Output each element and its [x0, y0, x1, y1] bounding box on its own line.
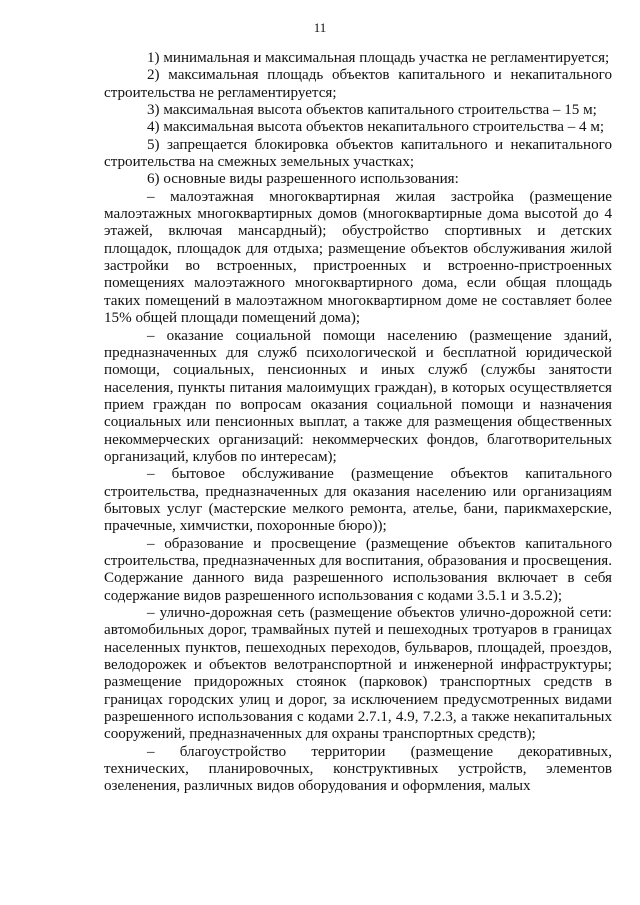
- paragraph-street-road-network: – улично-дорожная сеть (размещение объектов улично-дорожной сети: автомобильных дорог, трамвайных путей и пешеходных тротуаров в границах населенных пунктов, пешеходных переходов, бульваров, площадей, проездов, велодорожек и объектов велотранспортной и инженерной инфраструктуры; размещение придорожных стоянок (парковок) транспортных средств в границах городских улиц и дорог, за исключением предусмотренных видами разрешенного использования с кодами 2.7.1, 4.9, 7.2.3, а также некапитальных сооружений, предназначенных для охраны транспортных средств);: [104, 605, 612, 743]
- paragraph-education: – образование и просвещение (размещение объектов капитального строительства, предназначенных для воспитания, образования и просвещения. Содержание данного вида разрешенного использования включает в себя содержание видов разрешенного использования с кодами 3.5.1 и 3.5.2);: [104, 535, 612, 604]
- paragraph-low-rise-housing: – малоэтажная многоквартирная жилая застройка (размещение малоэтажных многоквартирных домов (многоквартирные дома высотой до 4 этажей, включая мансардный); обустройство спортивных и детских площадок, площадок для отдыха; размещение объектов обслуживания жилой застройки во встроенных, пристроенных и встроенно-пристроенных помещениях малоэтажного многоквартирного дома, если общая площадь таких помещений в малоэтажном многоквартирном доме не составляет более 15% общей площади помещений дома);: [104, 188, 612, 327]
- paragraph-item-3: 3) максимальная высота объектов капитального строительства – 15 м;: [147, 102, 597, 119]
- document-body: [104, 50, 612, 796]
- paragraph-item-2: 2) максимальная площадь объектов капитального и некапитального строительства не регламентируется;: [104, 67, 612, 101]
- paragraph-social-assistance: – оказание социальной помощи населению (размещение зданий, предназначенных для служб психологической и бесплатной юридической помощи, социальных, пенсионных и иных служб (службы занятости населения, пункты питания малоимущих граждан), в которых осуществляется прием граждан по вопросам оказания социальной помощи и назначения социальных или пенсионных выплат, а также для размещения общественных некоммерческих организаций: некоммерческих фондов, благотворительных организаций, клубов по интересам);: [104, 327, 612, 465]
- paragraph-item-1: 1) минимальная и максимальная площадь участка не регламентируется;: [147, 50, 610, 66]
- page-number: 11: [313, 20, 327, 35]
- paragraph-landscaping: – благоустройство территории (размещение декоративных, технических, планировочных, конструктивных устройств, элементов озеленения, различных видов оборудования и оформления, малых: [104, 743, 612, 795]
- paragraph-item-6: 6) основные виды разрешенного использования:: [147, 171, 459, 188]
- paragraph-consumer-services: – бытовое обслуживание (размещение объектов капитального строительства, предназначенных для оказания населению или организациям бытовых услуг (мастерские мелкого ремонта, ателье, бани, парикмахерские, прачечные, химчистки, похоронные бюро));: [104, 466, 612, 535]
- paragraph-item-5: 5) запрещается блокировка объектов капитального и некапитального строительства на смежных земельных участках;: [104, 136, 612, 171]
- paragraph-item-4: 4) максимальная высота объектов некапитального строительства – 4 м;: [147, 119, 605, 136]
